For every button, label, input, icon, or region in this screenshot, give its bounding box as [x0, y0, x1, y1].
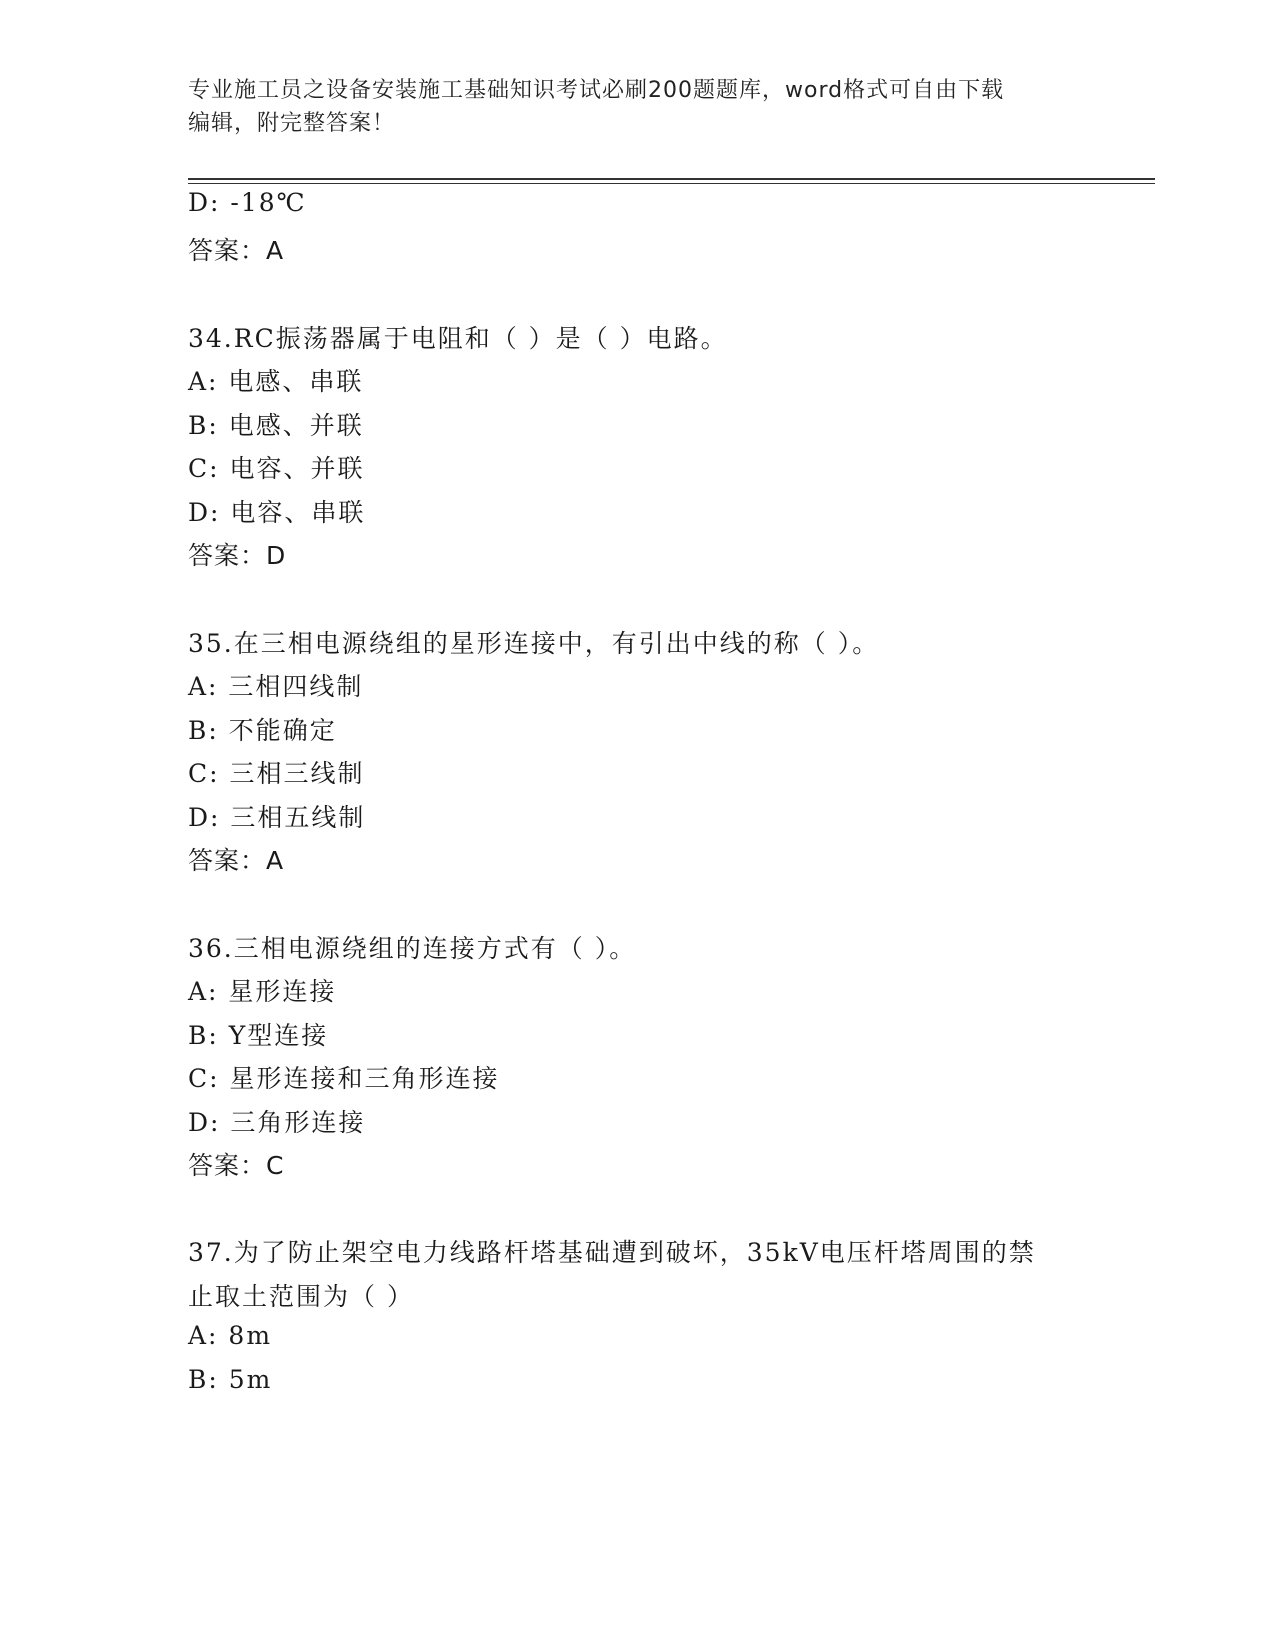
option-a: A: 电感、串联: [188, 367, 364, 396]
option-a: A: 星形连接: [188, 977, 337, 1006]
option-b: B: 不能确定: [188, 716, 337, 745]
option-d: D: 三角形连接: [188, 1108, 366, 1137]
option-c: C: 星形连接和三角形连接: [188, 1064, 500, 1093]
header-divider-thick: [188, 178, 1155, 180]
option-a: A: 8m: [188, 1321, 273, 1350]
header-title-line-2: 编辑，附完整答案！: [188, 111, 396, 136]
option-a: A: 三相四线制: [188, 672, 364, 701]
option-d: D: 三相五线制: [188, 803, 366, 832]
option-c: C: 电容、并联: [188, 454, 365, 483]
answer: 答案：A: [188, 236, 285, 265]
option-c: C: 三相三线制: [188, 759, 365, 788]
option-b: B: 5m: [188, 1365, 273, 1394]
answer: 答案：D: [188, 541, 287, 570]
header-divider-thin: [188, 183, 1155, 184]
answer: 答案：C: [188, 1151, 285, 1180]
question-stem-line-2: 止取土范围为（ ）: [188, 1282, 414, 1311]
document-header: [188, 74, 1068, 140]
header-title-line-1: 专业施工员之设备安装施工基础知识考试必刷200题题库，word格式可自由下载: [188, 78, 1005, 103]
question-stem: 35.在三相电源绕组的星形连接中，有引出中线的称（ ）。: [188, 629, 880, 658]
question-stem: 36.三相电源绕组的连接方式有（ ）。: [188, 934, 637, 963]
option-b: B: Y型连接: [188, 1021, 329, 1050]
question-stem-line-1: 37.为了防止架空电力线路杆塔基础遭到破坏，35kV电压杆塔周围的禁: [188, 1238, 1036, 1267]
option-d: D: 电容、串联: [188, 498, 366, 527]
answer: 答案：A: [188, 846, 285, 875]
option-d: D: -18℃: [188, 188, 307, 217]
option-b: B: 电感、并联: [188, 411, 364, 440]
question-stem: 34.RC振荡器属于电阻和（ ）是（ ）电路。: [188, 324, 728, 353]
